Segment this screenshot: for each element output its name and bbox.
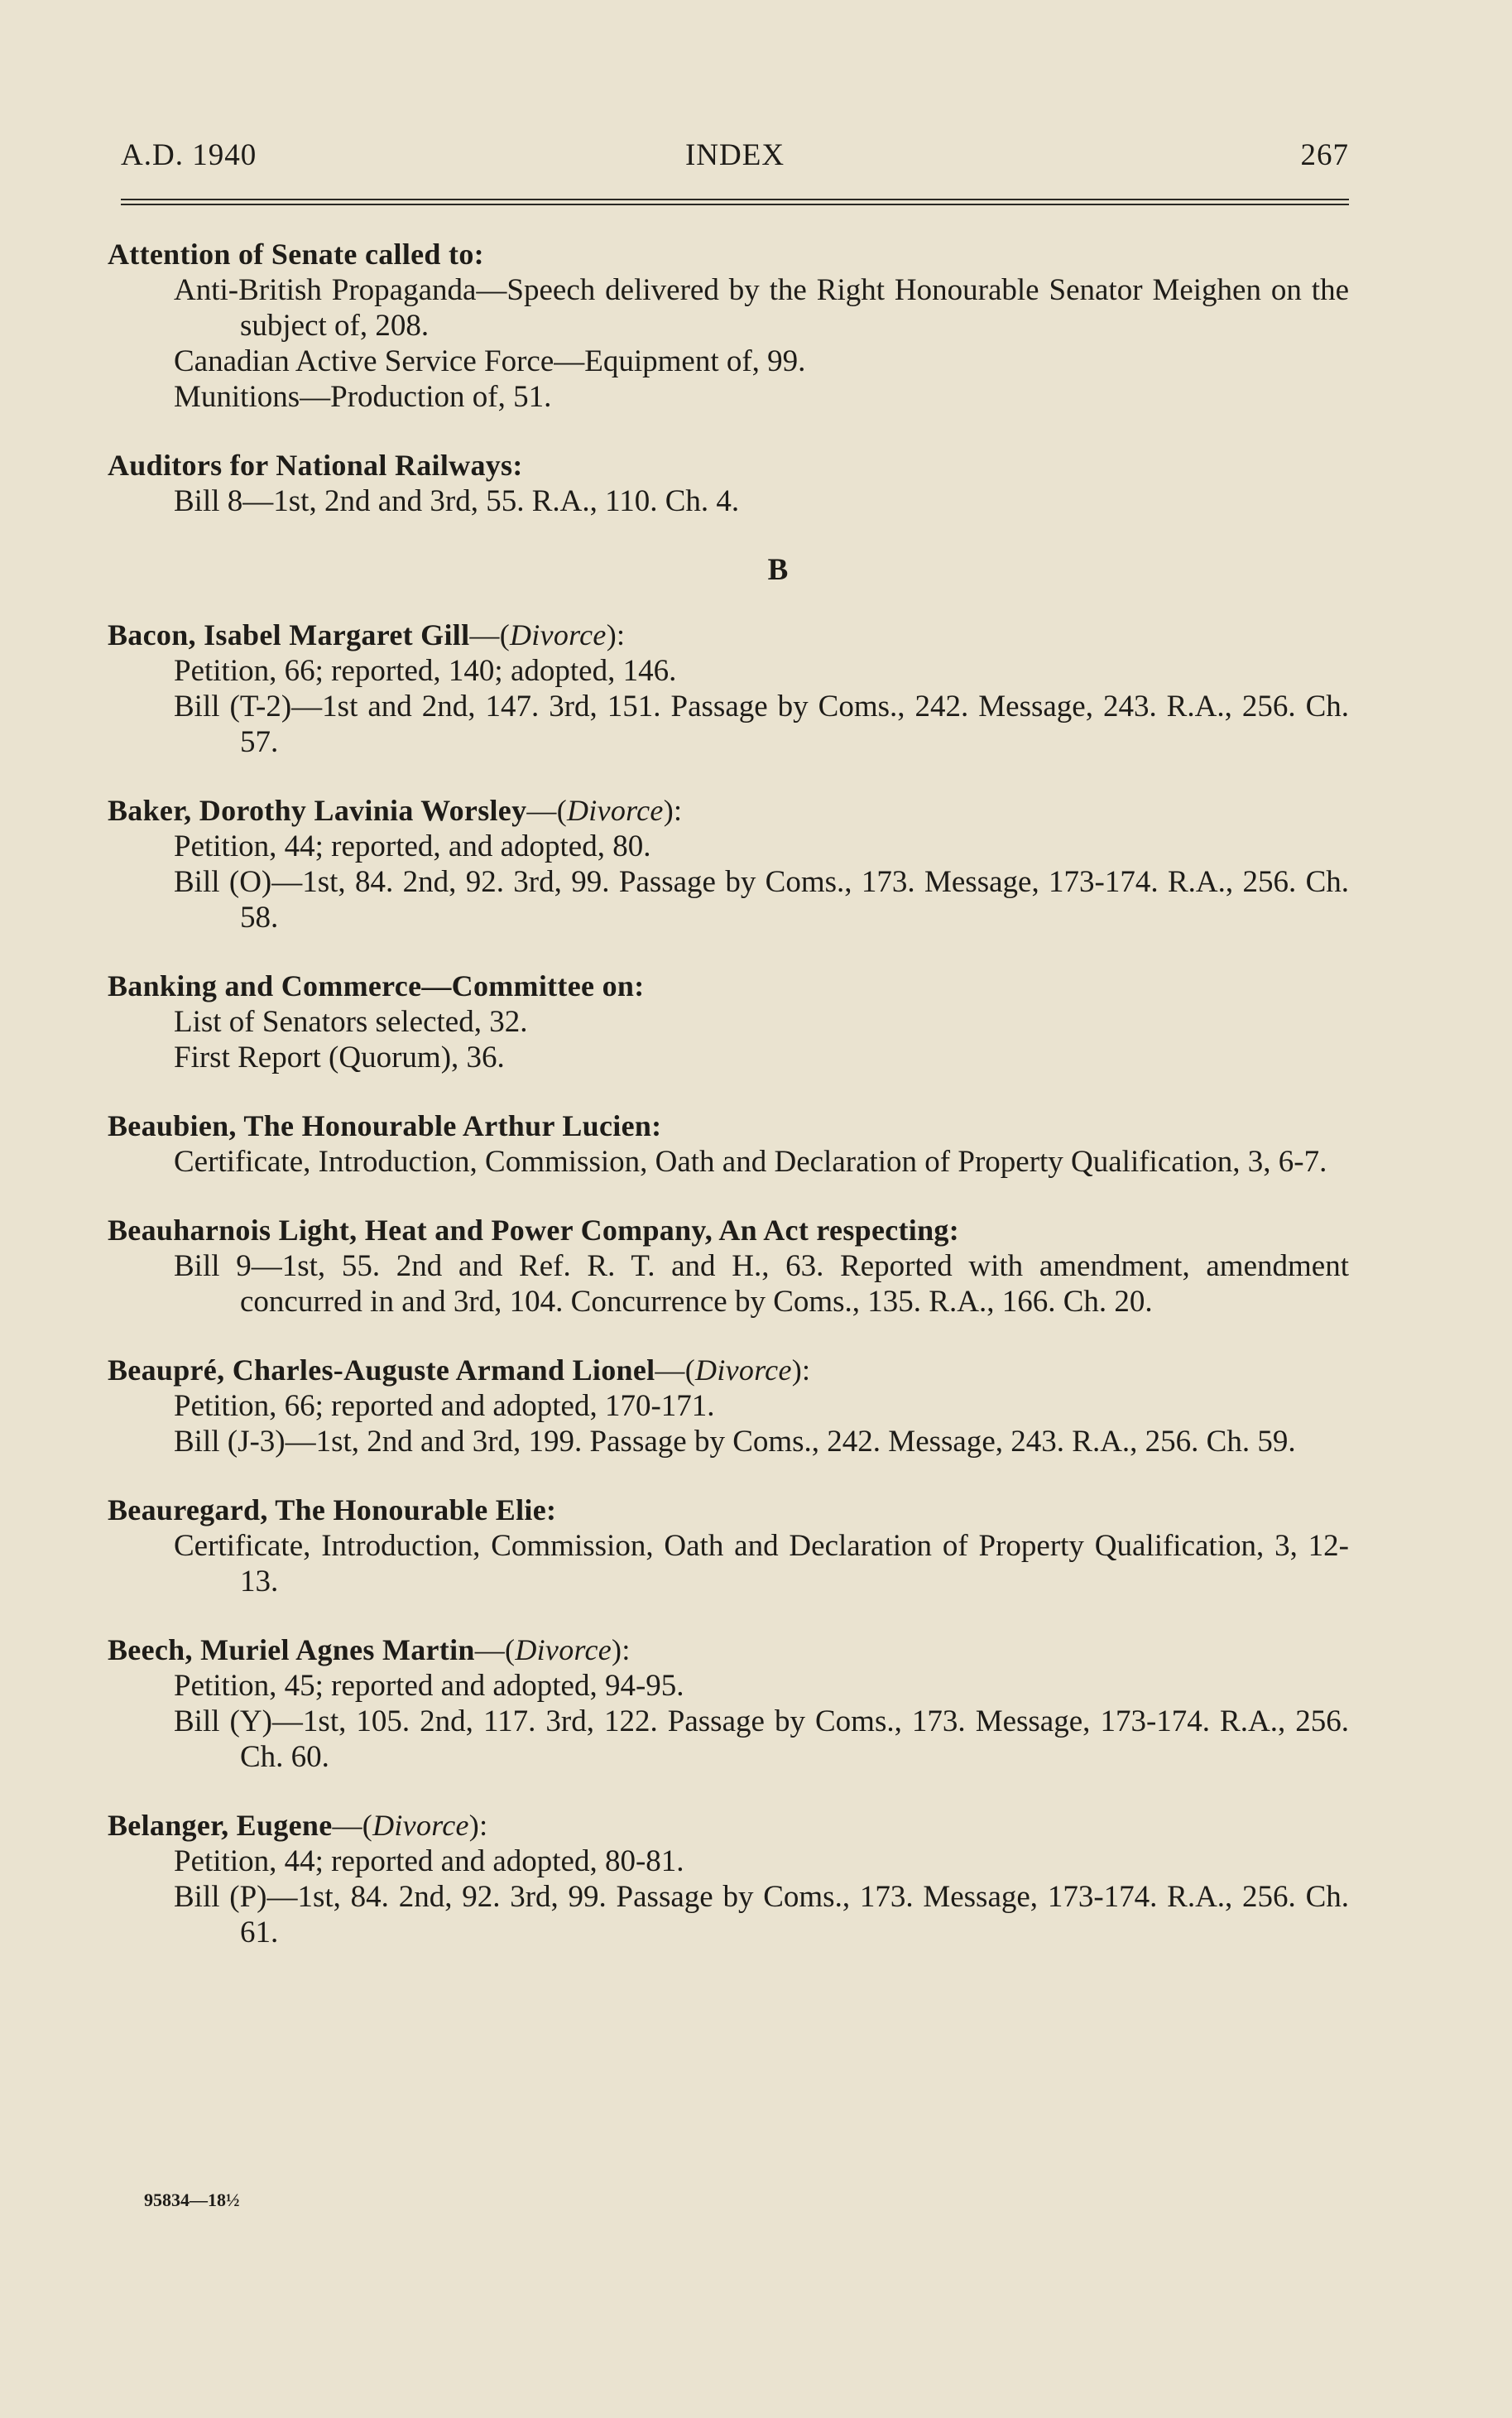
entries-b <box>108 618 1349 1950</box>
entry-line: Petition, 44; reported and adopted, 80-81. <box>174 1844 684 1878</box>
entry-heading-text: Banking and Commerce—Committee on: <box>108 969 645 1002</box>
index-content <box>108 237 1349 1983</box>
page-number: 267 <box>1300 138 1349 172</box>
divorce-suffix: —(Divorce): <box>655 1353 811 1387</box>
index-entry <box>108 1353 1349 1459</box>
entry-line: Bill 8—1st, 2nd and 3rd, 55. R.A., 110. Ch. 4. <box>174 484 740 518</box>
header-rule-bottom <box>121 204 1349 205</box>
entry-heading <box>108 618 1349 653</box>
divorce-word: Divorce <box>515 1633 612 1666</box>
entry-heading <box>108 237 1349 272</box>
entry-heading-text: Bacon, Isabel Margaret Gill <box>108 618 470 651</box>
entry-line: Bill (O)—1st, 84. 2nd, 92. 3rd, 99. Passage by Coms., 173. Message, 173-174. R.A., 256. Ch. 58. <box>174 865 1349 935</box>
divorce-word: Divorce <box>566 794 664 827</box>
entry-heading <box>108 1493 1349 1528</box>
divorce-word: Divorce <box>695 1353 792 1387</box>
index-entry <box>108 448 1349 519</box>
section-letter: B <box>767 553 789 587</box>
index-entry <box>108 1493 1349 1599</box>
entry-heading-text: Beaupré, Charles-Auguste Armand Lionel <box>108 1353 655 1387</box>
entry-line: Bill (T-2)—1st and 2nd, 147. 3rd, 151. Passage by Coms., 242. Message, 243. R.A., 256. Ch. 57. <box>174 690 1349 759</box>
entry-heading <box>108 793 1349 829</box>
entry-line: Bill (J-3)—1st, 2nd and 3rd, 199. Passage by Coms., 242. Message, 243. R.A., 256. Ch. 59. <box>174 1425 1296 1459</box>
entry-heading-text: Beech, Muriel Agnes Martin <box>108 1633 475 1666</box>
entry-line: Munitions—Production of, 51. <box>174 380 552 414</box>
index-entry <box>108 969 1349 1075</box>
header-year: A.D. 1940 <box>121 138 257 172</box>
entry-line: Petition, 66; reported, 140; adopted, 146. <box>174 654 677 688</box>
entry-heading-text: Beauregard, The Honourable Elie: <box>108 1493 557 1526</box>
divorce-suffix: —(Divorce): <box>526 794 683 827</box>
printer-code: 95834—18½ <box>144 2190 240 2210</box>
entry-heading <box>108 1632 1349 1668</box>
entry-heading-text: Beaubien, The Honourable Arthur Lucien: <box>108 1109 662 1142</box>
entry-heading <box>108 1808 1349 1844</box>
entry-heading <box>108 1108 1349 1144</box>
divorce-word: Divorce <box>510 618 607 651</box>
index-entry <box>108 618 1349 760</box>
entry-heading-text: Attention of Senate called to: <box>108 238 484 271</box>
entry-line: First Report (Quorum), 36. <box>174 1041 505 1074</box>
entry-heading <box>108 1353 1349 1388</box>
entry-heading-text: Beauharnois Light, Heat and Power Company, An Act respecting: <box>108 1214 960 1247</box>
index-entry <box>108 793 1349 935</box>
entries-a <box>108 237 1349 519</box>
index-entry <box>108 1213 1349 1320</box>
divorce-word: Divorce <box>372 1809 469 1842</box>
entry-line: List of Senators selected, 32. <box>174 1005 528 1039</box>
running-header <box>121 137 1349 179</box>
index-entry <box>108 237 1349 415</box>
entry-line: Bill (Y)—1st, 105. 2nd, 117. 3rd, 122. Passage by Coms., 173. Message, 173-174. R.A., 256. Ch. 60. <box>174 1704 1349 1774</box>
entry-line: Certificate, Introduction, Commission, Oath and Declaration of Property Qualification, 3, 6-7. <box>174 1145 1327 1179</box>
entry-line: Petition, 44; reported, and adopted, 80. <box>174 829 651 863</box>
entry-line: Bill (P)—1st, 84. 2nd, 92. 3rd, 99. Passage by Coms., 173. Message, 173-174. R.A., 256. Ch. 61. <box>174 1880 1349 1949</box>
header-rule-top <box>121 199 1349 200</box>
index-entry <box>108 1108 1349 1180</box>
header-title: INDEX <box>684 138 785 172</box>
entry-line: Certificate, Introduction, Commission, Oath and Declaration of Property Qualification, 3, 12-13. <box>174 1529 1349 1598</box>
divorce-suffix: —(Divorce): <box>474 1633 631 1666</box>
entry-line: Bill 9—1st, 55. 2nd and Ref. R. T. and H., 63. Reported with amendment, amendment concurred in and 3rd, 104. Concurrence by Coms., 135. R.A., 166. Ch. 20. <box>174 1249 1349 1319</box>
entry-heading <box>108 1213 1349 1248</box>
entry-heading-text: Baker, Dorothy Lavinia Worsley <box>108 794 527 827</box>
divorce-suffix: —(Divorce): <box>332 1809 488 1842</box>
divorce-suffix: —(Divorce): <box>469 618 626 651</box>
entry-line: Anti-British Propaganda—Speech delivered by the Right Honourable Senator Meighen on the subject of, 208. <box>174 273 1349 343</box>
entry-heading <box>108 448 1349 483</box>
index-entry <box>108 1808 1349 1950</box>
entry-line: Canadian Active Service Force—Equipment of, 99. <box>174 344 806 378</box>
entry-line: Petition, 66; reported and adopted, 170-171. <box>174 1389 715 1423</box>
entry-line: Petition, 45; reported and adopted, 94-95. <box>174 1669 684 1703</box>
index-entry <box>108 1632 1349 1775</box>
entry-heading <box>108 969 1349 1004</box>
entry-heading-text: Belanger, Eugene <box>108 1809 333 1842</box>
entry-heading-text: Auditors for National Railways: <box>108 449 523 482</box>
